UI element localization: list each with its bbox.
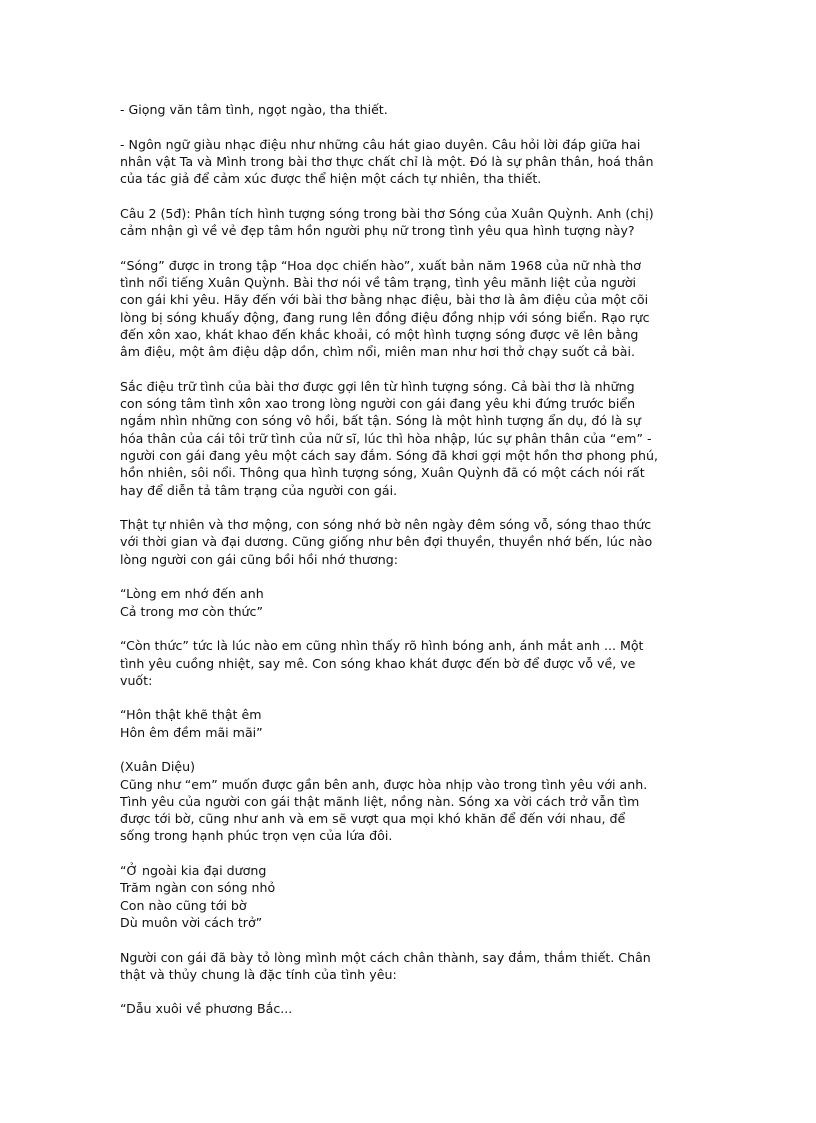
poem-quote-2: “Hôn thật khẽ thật êm Hôn êm đềm mãi mãi” [120, 707, 263, 740]
document-body [120, 101, 710, 1018]
paragraph-4: Sắc điệu trữ tình của bài thơ được gợi lên từ hình tượng sóng. Cả bài thơ là những con sóng tâm tình xôn xao trong lòng người con gái đang yêu khi đứng trước biển ngắm nhìn những con sóng vô hồi, bất tận. Sóng là một hình tượng ẩn dụ, đó là sự hóa thân của cái tôi trữ tình của nữ sĩ, lúc thì hòa nhập, lúc sự phân thân của “em” - người con gái đang yêu một cách say đắm. Sóng đã khơi gợi một hồn thơ phong phú, hồn nhiên, sôi nổi. Thông qua hình tượng sóng, Xuân Quỳnh đã có một cách nói rất hay để diễn tả tâm trạng của người con gái. [120, 378, 658, 498]
paragraph-8: Người con gái đã bày tỏ lòng mình một cách chân thành, say đắm, thắm thiết. Chân thật và thủy chung là đặc tính của tình yêu: [120, 949, 651, 982]
paragraph-2: - Ngôn ngữ giàu nhạc điệu như những câu hát giao duyên. Câu hỏi lời đáp giữa hai nhân vật Ta và Mình trong bài thơ thực chất chỉ là một. Đó là sự phân thân, hoá thân của tác giả để cảm xúc được thể hiện một cách tự nhiên, tha thiết. [120, 136, 654, 187]
poem-quote-4: “Dẫu xuôi về phương Bắc... [120, 1001, 293, 1017]
paragraph-3: “Sóng” được in trong tập “Hoa dọc chiến hào”, xuất bản năm 1968 của nữ nhà thơ tình nổi tiếng Xuân Quỳnh. Bài thơ nói về tâm trạng, tình yêu mãnh liệt của người con gái khi yêu. Hãy đến với bài thơ bằng nhạc điệu, bài thơ là âm điệu của một cõi lòng bị sóng khuấy động, đang rung lên đồng điệu đồng nhịp với sóng biển. Rạo rực đến xôn xao, khát khao đến khắc khoải, có một hình tượng sóng được vẽ lên bằng âm điệu, một âm điệu dập dồn, chìm nổi, miên man như hơi thở chạy suốt cả bài. [120, 257, 650, 360]
paragraph-1: - Giọng văn tâm tình, ngọt ngào, tha thiết. [120, 102, 388, 117]
poem-quote-3: “Ở ngoài kia đại dương Trăm ngàn con sóng nhỏ Con nào cũng tới bờ Dù muôn vời cách trở” [120, 863, 276, 930]
paragraph-5: Thật tự nhiên và thơ mộng, con sóng nhớ bờ nên ngày đêm sóng vỗ, sóng thao thức với thời gian và đại dương. Cũng giống như bên đợi thuyền, thuyền nhớ bến, lúc nào lòng người con gái cũng bồi hồi nhớ thương: [120, 517, 653, 567]
poem-quote-1: “Lòng em nhớ đến anh Cả trong mơ còn thức” [120, 586, 264, 619]
question-heading: Câu 2 (5đ): Phân tích hình tượng sóng trong bài thơ Sóng của Xuân Quỳnh. Anh (chị) cảm nhận gì về vẻ đẹp tâm hồn người phụ nữ trong tình yêu qua hình tượng này? [120, 205, 654, 239]
paragraph-6: “Còn thức” tức là lúc nào em cũng nhìn thấy rõ hình bóng anh, ánh mắt anh ... Một tình yêu cuồng nhiệt, say mê. Con sóng khao khát được đến bờ để được vỗ về, ve vuốt: [120, 638, 644, 688]
paragraph-7: (Xuân Diệu) Cũng như “em” muốn được gần bên anh, được hòa nhịp vào trong tình yêu với anh. Tình yêu của người con gái thật mãnh liệt, nồng nàn. Sóng xa vời cách trở vẫn tìm được tới bờ, cũng như anh và em sẽ vượt qua mọi khó khăn để đến với nhau, để sống trong hạnh phúc trọn vẹn của lứa đôi. [120, 759, 648, 844]
